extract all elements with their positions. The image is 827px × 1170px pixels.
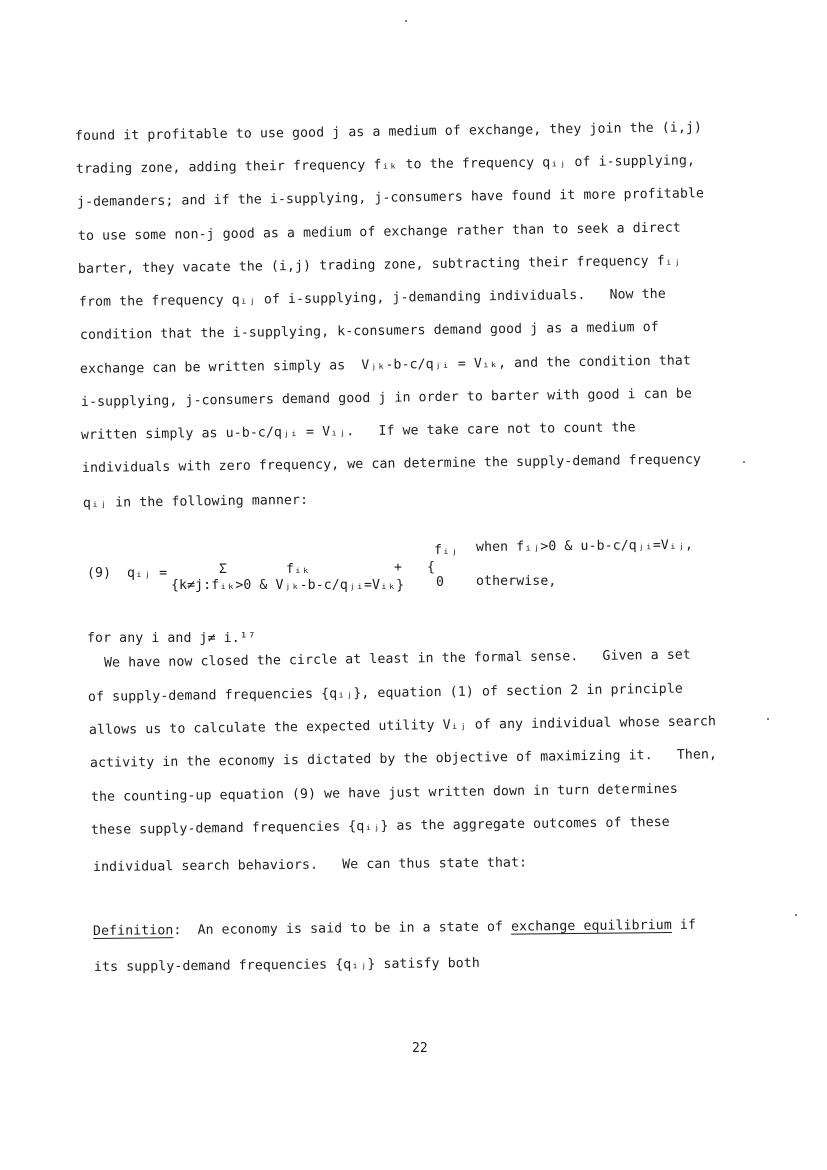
scan-speck (743, 461, 745, 463)
text-line: its supply-demand frequencies {qᵢⱼ} satisfy both (93, 955, 480, 975)
cases-brace: { (427, 560, 436, 575)
text-line: activity in the economy is dictated by the objective of maximizing it. Then, (89, 747, 718, 771)
definition-term: exchange equilibrium (510, 917, 672, 935)
plus-sign: + (394, 560, 403, 575)
text-line: j-demanders; and if the i-supplying, j-consumers have found it more profitable (76, 186, 705, 210)
equation-lhs: qᵢⱼ = (127, 566, 168, 581)
text-line: written simply as u-b-c/qⱼᵢ = Vᵢⱼ. If we take care not to count the (80, 420, 636, 443)
definition-line (93, 918, 696, 939)
page-number: 22 (412, 1041, 428, 1056)
definition-text-after: if (671, 917, 697, 933)
text-line: individuals with zero frequency, we can determine the supply-demand frequency (81, 452, 702, 476)
sum-condition: {k≠j:fᵢₖ>0 & Vⱼₖ-b-c/qⱼᵢ=Vᵢₖ} (171, 578, 405, 593)
text-line: We have now closed the circle at least in the formal sense. Given a set (87, 647, 692, 671)
case1-condition: when fᵢⱼ>0 & u-b-c/qⱼᵢ=Vᵢⱼ, (475, 537, 694, 555)
text-line: from the frequency qᵢⱼ of i-supplying, j-demanding individuals. Now the (78, 286, 666, 310)
text-line: exchange can be written simply as Vⱼₖ-b-c/qⱼᵢ = Vᵢₖ, and the condition that (79, 353, 692, 377)
scan-speck (795, 914, 797, 916)
text-line: found it profitable to use good j as a medium of exchange, they join the (i,j) (74, 120, 703, 144)
scan-speck (405, 20, 407, 22)
text-line: the counting-up equation (9) we have just written down in turn determines (90, 781, 678, 805)
text-line: individual search behaviors. We can thus state that: (92, 855, 528, 875)
text-line: barter, they vacate the (i,j) trading zone, subtracting their frequency fᵢⱼ (77, 253, 682, 277)
sum-symbol: Σ (219, 562, 228, 577)
text-line: i-supplying, j-consumers demand good j in order to barter with good i can be (80, 386, 693, 410)
text-line: qᵢⱼ in the following manner: (82, 492, 309, 511)
definition-colon: : (173, 923, 182, 939)
sum-term: fᵢₖ (286, 562, 311, 577)
case1-value: fᵢⱼ (434, 543, 459, 558)
text-line: for any i and j≠ i.¹⁷ (87, 631, 256, 646)
case2-condition: otherwise, (476, 574, 557, 589)
text-line: trading zone, adding their frequency fᵢₖ to the frequency qᵢⱼ of i-supplying, (75, 153, 696, 177)
text-line: allows us to calculate the expected utility Vᵢⱼ of any individual whose search (88, 714, 717, 738)
definition-text-before: An economy is said to be in a state of (181, 919, 512, 939)
equation-number: (9) (87, 566, 112, 581)
case2-value: 0 (436, 575, 445, 590)
text-line: these supply-demand frequencies {qᵢⱼ} as the aggregate outcomes of these (90, 814, 670, 838)
text-line: of supply-demand frequencies {qᵢⱼ}, equation (1) of section 2 in principle (87, 681, 683, 705)
text-line: condition that the i-supplying, k-consumers demand good j as a medium of (79, 319, 659, 343)
scan-speck (767, 718, 769, 720)
text-line: to use some non-j good as a medium of exchange rather than to seek a direct (77, 220, 682, 244)
definition-label: Definition (92, 923, 174, 939)
